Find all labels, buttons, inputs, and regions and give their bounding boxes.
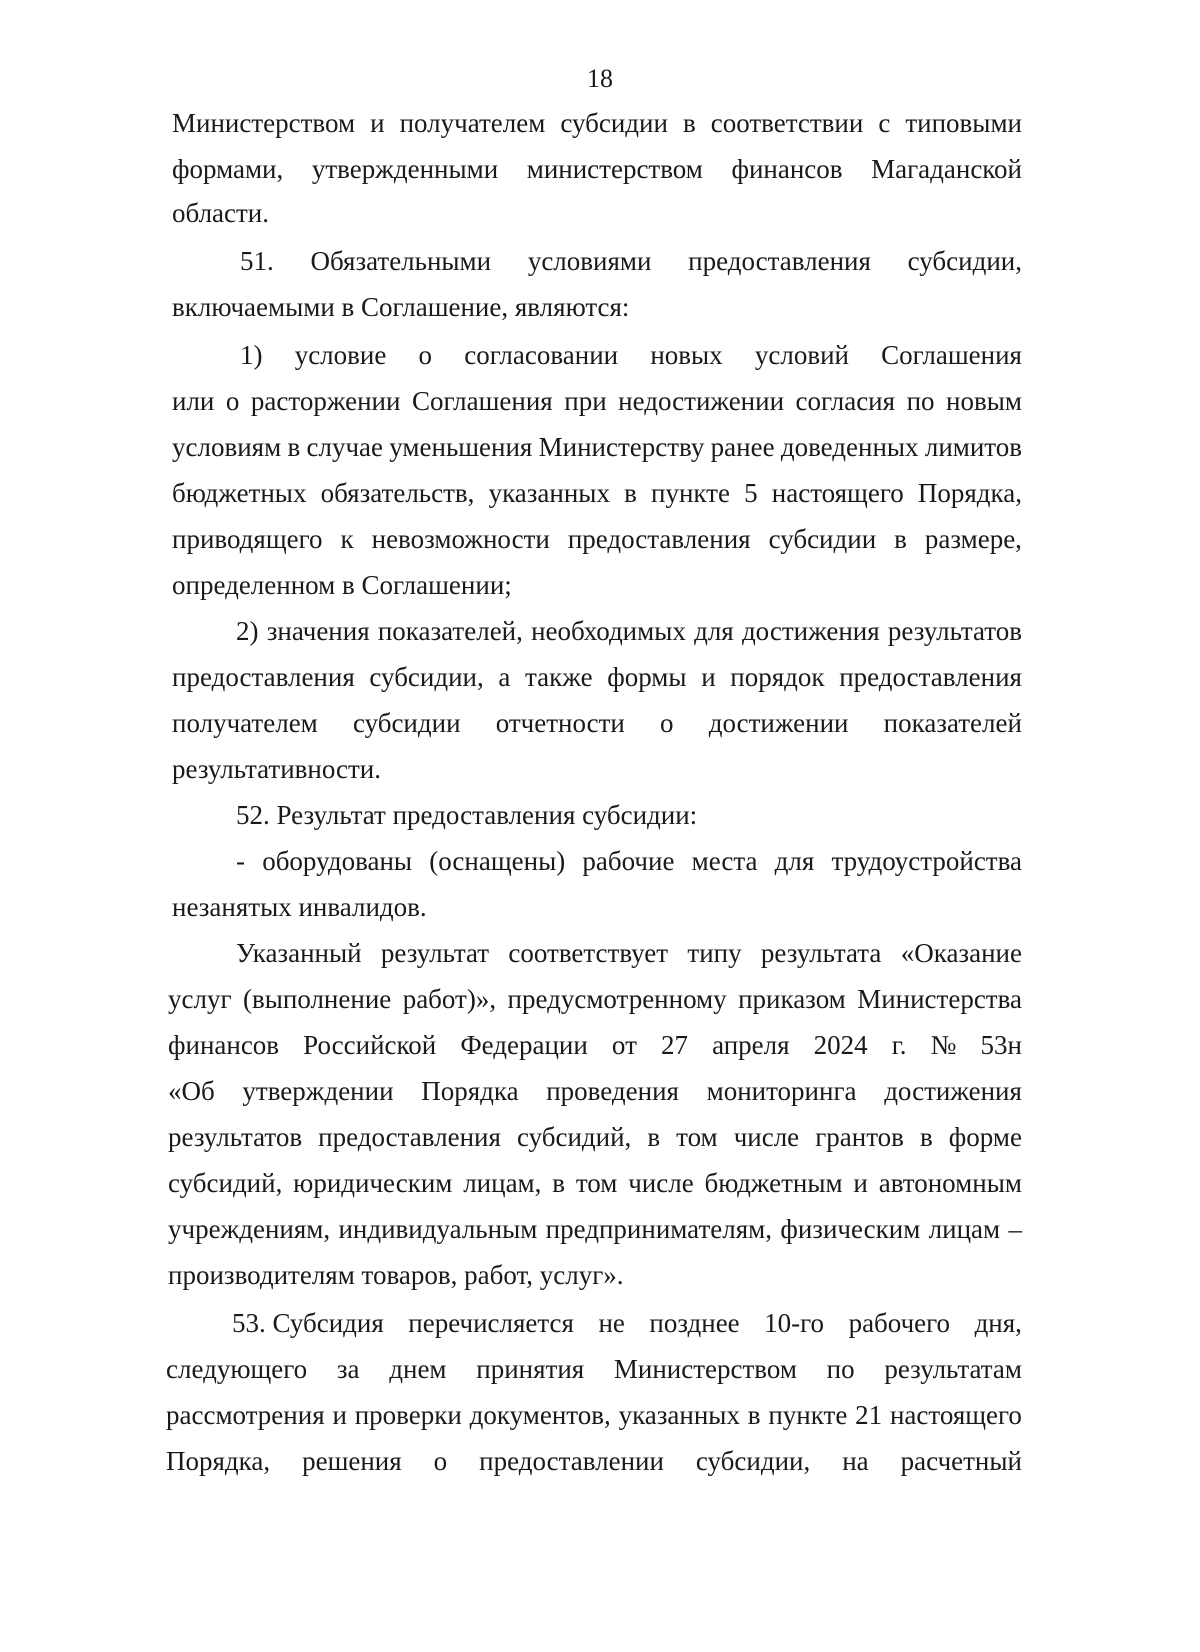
- word: расчетный: [900, 1446, 1022, 1476]
- word: «Об: [168, 1076, 215, 1106]
- word: днем: [389, 1354, 447, 1384]
- word: указанных: [488, 478, 610, 508]
- word: грантов: [815, 1122, 904, 1152]
- word: услуг: [168, 984, 232, 1014]
- text-line: [166, 1398, 1022, 1432]
- word: предпринимателям,: [545, 1214, 772, 1244]
- word: апреля: [712, 1030, 790, 1060]
- word: Министерству: [538, 432, 705, 462]
- word: достижении: [708, 708, 849, 738]
- word: №: [930, 1030, 957, 1060]
- word: решения: [302, 1446, 402, 1476]
- word: случае: [306, 432, 383, 462]
- text-line: [172, 430, 1022, 464]
- word: (выполнение: [242, 984, 392, 1014]
- word: получателем: [172, 708, 318, 738]
- word: Порядка: [421, 1076, 519, 1106]
- word: формами,: [172, 154, 284, 184]
- word: субсидий,: [168, 1168, 283, 1198]
- text-line: [232, 1306, 1022, 1340]
- word: указанных: [618, 1400, 740, 1430]
- word: пункте: [651, 478, 730, 508]
- word: мониторинга: [706, 1076, 857, 1106]
- word: в: [747, 1400, 761, 1430]
- word: финансов: [168, 1030, 280, 1060]
- word: предоставления: [688, 246, 871, 276]
- word: о: [225, 386, 240, 416]
- word: новых: [650, 340, 723, 370]
- word: согласовании: [464, 340, 619, 370]
- word: типу: [687, 938, 742, 968]
- word: предусмотренному: [507, 984, 727, 1014]
- word: и: [853, 1168, 868, 1198]
- word: согласия: [795, 386, 896, 416]
- word: 51.: [240, 246, 274, 276]
- word: лицам,: [463, 1168, 542, 1198]
- word: в: [919, 1122, 933, 1152]
- text-line: [172, 384, 1022, 418]
- word: порядок: [730, 662, 825, 692]
- word: Министерством: [613, 1354, 797, 1384]
- word: субсидии,: [369, 662, 484, 692]
- word: достижения: [884, 1076, 1022, 1106]
- word: 53. Субсидия: [232, 1308, 384, 1338]
- word: при: [564, 386, 607, 416]
- text-line: [168, 1120, 1022, 1154]
- word: субсидии,: [695, 1446, 811, 1476]
- word: достижения: [741, 616, 880, 646]
- word: Порядка,: [917, 478, 1022, 508]
- word: расторжении: [250, 386, 401, 416]
- word: показателей: [883, 708, 1022, 738]
- word: уменьшения: [389, 432, 533, 462]
- text-line: результативности.: [172, 754, 381, 784]
- word: за: [336, 1354, 360, 1384]
- word: в: [894, 524, 907, 554]
- word: дня,: [974, 1308, 1022, 1338]
- word: в: [624, 478, 637, 508]
- word: Министерством: [172, 108, 356, 138]
- word: результата: [760, 938, 882, 968]
- word: результатов: [168, 1122, 303, 1152]
- word: а: [498, 662, 511, 692]
- word: бюджетных: [172, 478, 307, 508]
- word: Федерации: [460, 1030, 588, 1060]
- word: также: [525, 662, 593, 692]
- text-line: [172, 106, 1022, 140]
- word: оборудованы: [262, 846, 413, 876]
- word: учреждениям,: [168, 1214, 331, 1244]
- word: и: [701, 662, 716, 692]
- text-line: [168, 1074, 1022, 1108]
- word: результат: [380, 938, 490, 968]
- word: юридическим: [293, 1168, 453, 1198]
- word: -: [236, 846, 245, 876]
- word: Министерства: [857, 984, 1022, 1014]
- word: работ)»,: [402, 984, 497, 1014]
- word: документов,: [469, 1400, 611, 1430]
- word: министерством: [526, 154, 703, 184]
- word: финансов: [731, 154, 843, 184]
- word: предоставления: [318, 1122, 501, 1152]
- word: о: [418, 340, 433, 370]
- word: числе: [733, 1122, 800, 1152]
- word: типовыми: [905, 108, 1022, 138]
- word: 2): [236, 616, 259, 646]
- word: новым: [946, 386, 1022, 416]
- word: рабочие: [582, 846, 675, 876]
- text-line: [166, 1352, 1022, 1386]
- word: предоставления: [839, 662, 1022, 692]
- text-line: [172, 476, 1022, 510]
- word: Порядка,: [166, 1446, 271, 1476]
- word: следующего: [166, 1354, 308, 1384]
- text-line: [240, 244, 1022, 278]
- word: необходимых: [531, 616, 686, 646]
- word: Соглашения: [881, 340, 1022, 370]
- word: в: [552, 1168, 565, 1198]
- word: показателей,: [377, 616, 523, 646]
- word: соответствии: [710, 108, 864, 138]
- word: перечисляется: [408, 1308, 574, 1338]
- word: 1): [240, 340, 263, 370]
- text-line: [240, 338, 1022, 372]
- word: от: [611, 1030, 637, 1060]
- word: г.: [891, 1030, 907, 1060]
- word: условиями: [527, 246, 652, 276]
- word: физическим: [780, 1214, 921, 1244]
- text-line: производителям товаров, работ, услуг».: [168, 1260, 624, 1290]
- word: недостижении: [618, 386, 785, 416]
- word: с: [878, 108, 891, 138]
- word: рассмотрения: [166, 1400, 325, 1430]
- word: Указанный: [236, 938, 362, 968]
- word: субсидии: [768, 524, 877, 554]
- word: том: [575, 1168, 618, 1198]
- text-line: [172, 706, 1022, 740]
- word: трудоустройства: [831, 846, 1022, 876]
- word: проведения: [546, 1076, 679, 1106]
- word: для: [774, 846, 815, 876]
- word: на: [842, 1446, 869, 1476]
- word: индивидуальным: [338, 1214, 538, 1244]
- word: по: [906, 386, 935, 416]
- word: том: [676, 1122, 718, 1152]
- word: о: [660, 708, 674, 738]
- text-line: [172, 522, 1022, 556]
- text-line: [168, 982, 1022, 1016]
- text-line: [168, 1028, 1022, 1062]
- text-line: включаемыми в Соглашение, являются:: [172, 292, 630, 322]
- word: по: [826, 1354, 855, 1384]
- word: получателем: [399, 108, 546, 138]
- text-line: области.: [172, 198, 270, 228]
- word: и: [370, 108, 385, 138]
- word: значения: [266, 616, 370, 646]
- word: или: [172, 386, 215, 416]
- word: лицам: [928, 1214, 1001, 1244]
- word: –: [1008, 1214, 1022, 1244]
- word: места: [691, 846, 758, 876]
- text-line: [166, 1444, 1022, 1478]
- word: автономным: [878, 1168, 1022, 1198]
- word: в: [682, 108, 696, 138]
- word: невозможности: [371, 524, 550, 554]
- word: приказом: [738, 984, 846, 1014]
- word: позднее: [649, 1308, 740, 1338]
- text-line: определенном в Соглашении;: [172, 570, 512, 600]
- word: формы: [607, 662, 687, 692]
- word: 21: [855, 1400, 883, 1430]
- word: лимитов: [924, 432, 1022, 462]
- text-line: [236, 614, 1022, 648]
- word: (оснащены): [429, 846, 566, 876]
- word: в: [287, 432, 301, 462]
- word: субсидии: [560, 108, 668, 138]
- word: в: [647, 1122, 661, 1152]
- word: пункте: [768, 1400, 848, 1430]
- word: предоставлении: [479, 1446, 664, 1476]
- word: доведенных: [780, 432, 919, 462]
- word: условий: [754, 340, 849, 370]
- word: условиям: [172, 432, 282, 462]
- page-number: 18: [587, 64, 613, 93]
- word: не: [598, 1308, 625, 1338]
- word: «Оказание: [900, 938, 1022, 968]
- word: Магаданской: [871, 154, 1022, 184]
- word: о: [433, 1446, 448, 1476]
- word: Обязательными: [310, 246, 492, 276]
- word: принятия: [476, 1354, 585, 1384]
- word: соответствует: [508, 938, 669, 968]
- word: субсидии,: [907, 246, 1022, 276]
- word: предоставления: [567, 524, 751, 554]
- word: приводящего: [172, 524, 323, 554]
- word: настоящего: [889, 1400, 1022, 1430]
- text-line: 52. Результат предоставления субсидии:: [236, 800, 698, 830]
- word: предоставления: [172, 662, 355, 692]
- word: для: [694, 616, 734, 646]
- word: субсидии: [352, 708, 461, 738]
- word: 53н: [980, 1030, 1022, 1060]
- text-line: [172, 152, 1022, 186]
- word: проверки: [354, 1400, 462, 1430]
- word: Российской: [303, 1030, 437, 1060]
- word: к: [340, 524, 354, 554]
- word: условие: [294, 340, 387, 370]
- word: Соглашения: [411, 386, 553, 416]
- text-line: [172, 660, 1022, 694]
- word: размере,: [924, 524, 1022, 554]
- word: 5: [744, 478, 758, 508]
- word: форме: [948, 1122, 1022, 1152]
- word: результатам: [884, 1354, 1022, 1384]
- word: 10-го: [764, 1308, 825, 1338]
- word: отчетности: [495, 708, 625, 738]
- word: результатов: [887, 616, 1022, 646]
- word: утвержденными: [311, 154, 499, 184]
- text-line: незанятых инвалидов.: [172, 892, 427, 922]
- word: обязательств,: [320, 478, 475, 508]
- word: 2024: [813, 1030, 868, 1060]
- word: 27: [660, 1030, 688, 1060]
- word: субсидий,: [516, 1122, 632, 1152]
- text-line: [168, 1212, 1022, 1246]
- word: рабочего: [848, 1308, 951, 1338]
- word: числе: [628, 1168, 694, 1198]
- word: бюджетным: [704, 1168, 843, 1198]
- word: настоящего: [771, 478, 904, 508]
- text-line: [236, 936, 1022, 970]
- text-line: [236, 844, 1022, 878]
- word: утверждении: [242, 1076, 394, 1106]
- word: и: [332, 1400, 347, 1430]
- text-line: [168, 1166, 1022, 1200]
- word: ранее: [710, 432, 775, 462]
